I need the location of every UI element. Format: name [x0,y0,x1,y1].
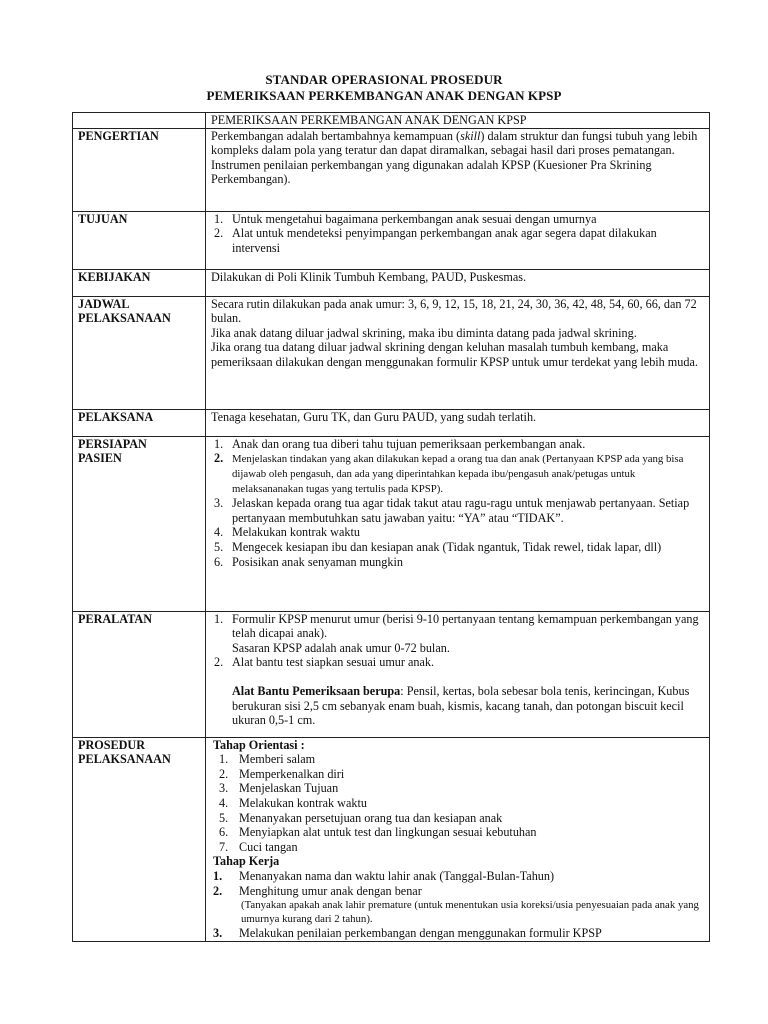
label-jadwal-line1: JADWAL [78,296,130,311]
item-number: 2. [214,226,224,241]
item-text: Melakukan kontrak waktu [232,525,360,540]
alat-bantu-text: : Pensil, kertas, bola sebesar bola tenis, kerincingan, Kubus berukuran sisi 2,5 cm sebanyak enam buah, kismis, kacang tanah, dan potongan biscuit kecil ukuran 0,5-1 cm. [232,683,690,728]
row-prosedur [73,737,710,941]
label-prosedur [73,737,206,941]
item-number: 2. [219,766,229,781]
list-item [211,811,704,826]
item-text: Mengecek kesiapan ibu dan kesiapan anak (Tidak ngantuk, Tidak rewel, tidak lapar, dll) [232,539,662,554]
kerja-title: Tahap Kerja [213,854,280,869]
jadwal-p3: Jika orang tua datang diluar jadwal skrining dengan keluhan masalah tumbuh kembang, maka pemeriksaan dilakukan dengan menggunakan formulir KPSP untuk umur terdekat yang lebih muda. [211,340,698,369]
table-title: PEMERIKSAAN PERKEMBANGAN ANAK DENGAN KPSP [206,113,710,129]
item-number: 3. [213,926,223,941]
list-item [211,825,704,840]
label-persiapan [73,436,206,611]
item-text: Menanyakan persetujuan orang tua dan kesiapan anak [239,810,503,825]
item-subtext: Sasaran KPSP adalah anak umur 0-72 bulan. [232,640,450,655]
item-text: Formulir KPSP menurut umur (berisi 9-10 pertanyaan tentang kemampuan perkembangan yang telah dicapai anak). [232,611,699,641]
row-pelaksana [73,409,710,436]
label-persiapan-line2: PASIEN [78,451,122,466]
item-text: Memperkenalkan diri [239,766,345,781]
content-tujuan [206,211,710,269]
content-jadwal [206,296,710,409]
item-number: 1. [214,211,224,226]
item-text: Melakukan penilaian perkembangan dengan menggunakan formulir KPSP [239,926,602,941]
content-pengertian [206,128,710,211]
label-prosedur-line2: PELAKSANAAN [78,752,171,767]
item-text: Untuk mengetahui bagaimana perkembangan anak sesuai dengan umurnya [232,211,597,226]
item-number: 2. [213,883,223,898]
content-kebijakan: Dilakukan di Poli Klinik Tumbuh Kembang, PAUD, Puskesmas. [206,269,710,296]
list-item [211,840,704,855]
item-number: 1. [219,752,229,767]
item-text: Menjelaskan Tujuan [239,781,339,796]
item-text: Alat bantu test siapkan sesuai umur anak. [232,655,435,670]
row-jadwal [73,296,710,409]
item-text: Jelaskan kepada orang tua agar tidak takut atau ragu-ragu untuk menjawab pertanyaan. Setiap pertanyaan membutuhkan satu jawaban yaitu: “YA” atau “TIDAK”. [232,496,690,525]
item-number: 1. [213,868,223,883]
item-text: Memberi salam [239,752,316,767]
list-item [211,226,704,255]
jadwal-p2: Jika anak datang diluar jadwal skrining, maka ibu diminta datang pada jadwal skrining. [211,325,637,340]
label-tujuan: TUJUAN [73,211,206,269]
pengertian-text-italic: skill [460,128,481,143]
content-peralatan [206,611,710,737]
list-item [211,781,704,796]
pengertian-text-a: Perkembangan adalah bertambahnya kemampuan ( [211,128,461,143]
content-prosedur [206,737,710,941]
list-item [211,555,704,570]
sop-table [72,112,710,942]
list-item [211,655,704,670]
item-number: 5. [219,810,229,825]
list-item [211,767,704,782]
list-item [211,212,704,227]
row-peralatan [73,611,710,737]
item-number: 4. [214,525,224,540]
list-item [211,884,704,899]
content-pelaksana: Tenaga kesehatan, Guru TK, dan Guru PAUD, yang sudah terlatih. [206,409,710,436]
item-text: Alat untuk mendeteksi penyimpangan perkembangan anak agar segera dapat dilakukan intervensi [232,226,657,255]
table-header-row [73,113,710,129]
item-text: Menghitung umur anak dengan benar [239,883,422,898]
item-number: 7. [219,839,229,854]
item-number: 1. [214,436,224,451]
label-kebijakan: KEBIJAKAN [73,269,206,296]
list-item [211,540,704,555]
alat-bantu-paragraph [211,684,704,728]
list-item [211,869,704,884]
item-text: Posisikan anak senyaman mungkin [232,554,403,569]
row-pengertian [73,128,710,211]
pengertian-text-c: Instrumen penilaian perkembangan yang digunakan adalah KPSP (Kuesioner Pra Skrining Perkembangan). [211,157,652,187]
item-number: 3. [214,496,224,511]
label-pelaksana: PELAKSANA [73,409,206,436]
label-jadwal-line2: PELAKSANAAN [78,311,171,326]
item-number: 2. [214,655,224,670]
list-item [211,796,704,811]
item-text: Menjelaskan tindakan yang akan dilakukan kepad a orang tua dan anak (Pertanyaan KPSP ada yang bisa dijawab oleh pengasuh, dan ada yang diperintahkan kepada ibu/pengasuh anak/petugas untuk melaksananakan tugas yang tertulis pada KPSP). [232,453,684,496]
empty-label-cell [73,113,206,129]
orientasi-title: Tahap Orientasi : [213,737,305,752]
item-text: Melakukan kontrak waktu [239,795,367,810]
kerja-2-subtext: (Tanyakan apakah anak lahir premature (untuk menentukan usia koreksi/usia penyesuaian pada anak yang umurnya kurang dari 2 tahun). [241,899,699,926]
content-persiapan [206,436,710,611]
item-number: 6. [219,825,229,840]
list-item [211,496,704,525]
pengertian-text-b: ) dalam struktur dan fungsi tubuh yang lebih kompleks dalam pola yang teratur dan dapat diramalkan, sebagai hasil dari proses pematangan. [211,128,698,158]
list-item [211,525,704,540]
list-item [211,612,704,656]
list-item [211,752,704,767]
row-tujuan [73,211,710,269]
item-number: 2. [214,451,224,466]
label-persiapan-line1: PERSIAPAN [78,436,147,451]
item-text: Cuci tangan [239,839,298,854]
list-item [211,437,704,452]
row-persiapan [73,436,710,611]
document-title: STANDAR OPERASIONAL PROSEDUR [265,72,503,87]
row-kebijakan [73,269,710,296]
item-number: 4. [219,795,229,810]
item-number: 3. [219,781,229,796]
list-item [211,451,704,496]
item-text: Anak dan orang tua diberi tahu tujuan pemeriksaan perkembangan anak. [232,436,586,451]
item-text: Menyiapkan alat untuk test dan lingkungan sesuai kebutuhan [239,825,537,840]
label-jadwal [73,296,206,409]
label-pengertian: PENGERTIAN [73,128,206,211]
label-prosedur-line1: PROSEDUR [78,737,146,752]
item-number: 5. [214,539,224,554]
label-peralatan: PERALATAN [73,611,206,737]
item-text: Menanyakan nama dan waktu lahir anak (Tanggal-Bulan-Tahun) [239,868,555,883]
jadwal-p1: Secara rutin dilakukan pada anak umur: 3, 6, 9, 12, 15, 18, 21, 24, 30, 36, 42, 48, 54, 60, 66, dan 72 bulan. [211,296,697,326]
list-item [211,926,704,941]
document-subtitle: PEMERIKSAAN PERKEMBANGAN ANAK DENGAN KPSP [206,88,562,103]
alat-bantu-title: Alat Bantu Pemeriksaan berupa [232,683,401,698]
item-number: 6. [214,554,224,569]
item-number: 1. [214,611,224,626]
